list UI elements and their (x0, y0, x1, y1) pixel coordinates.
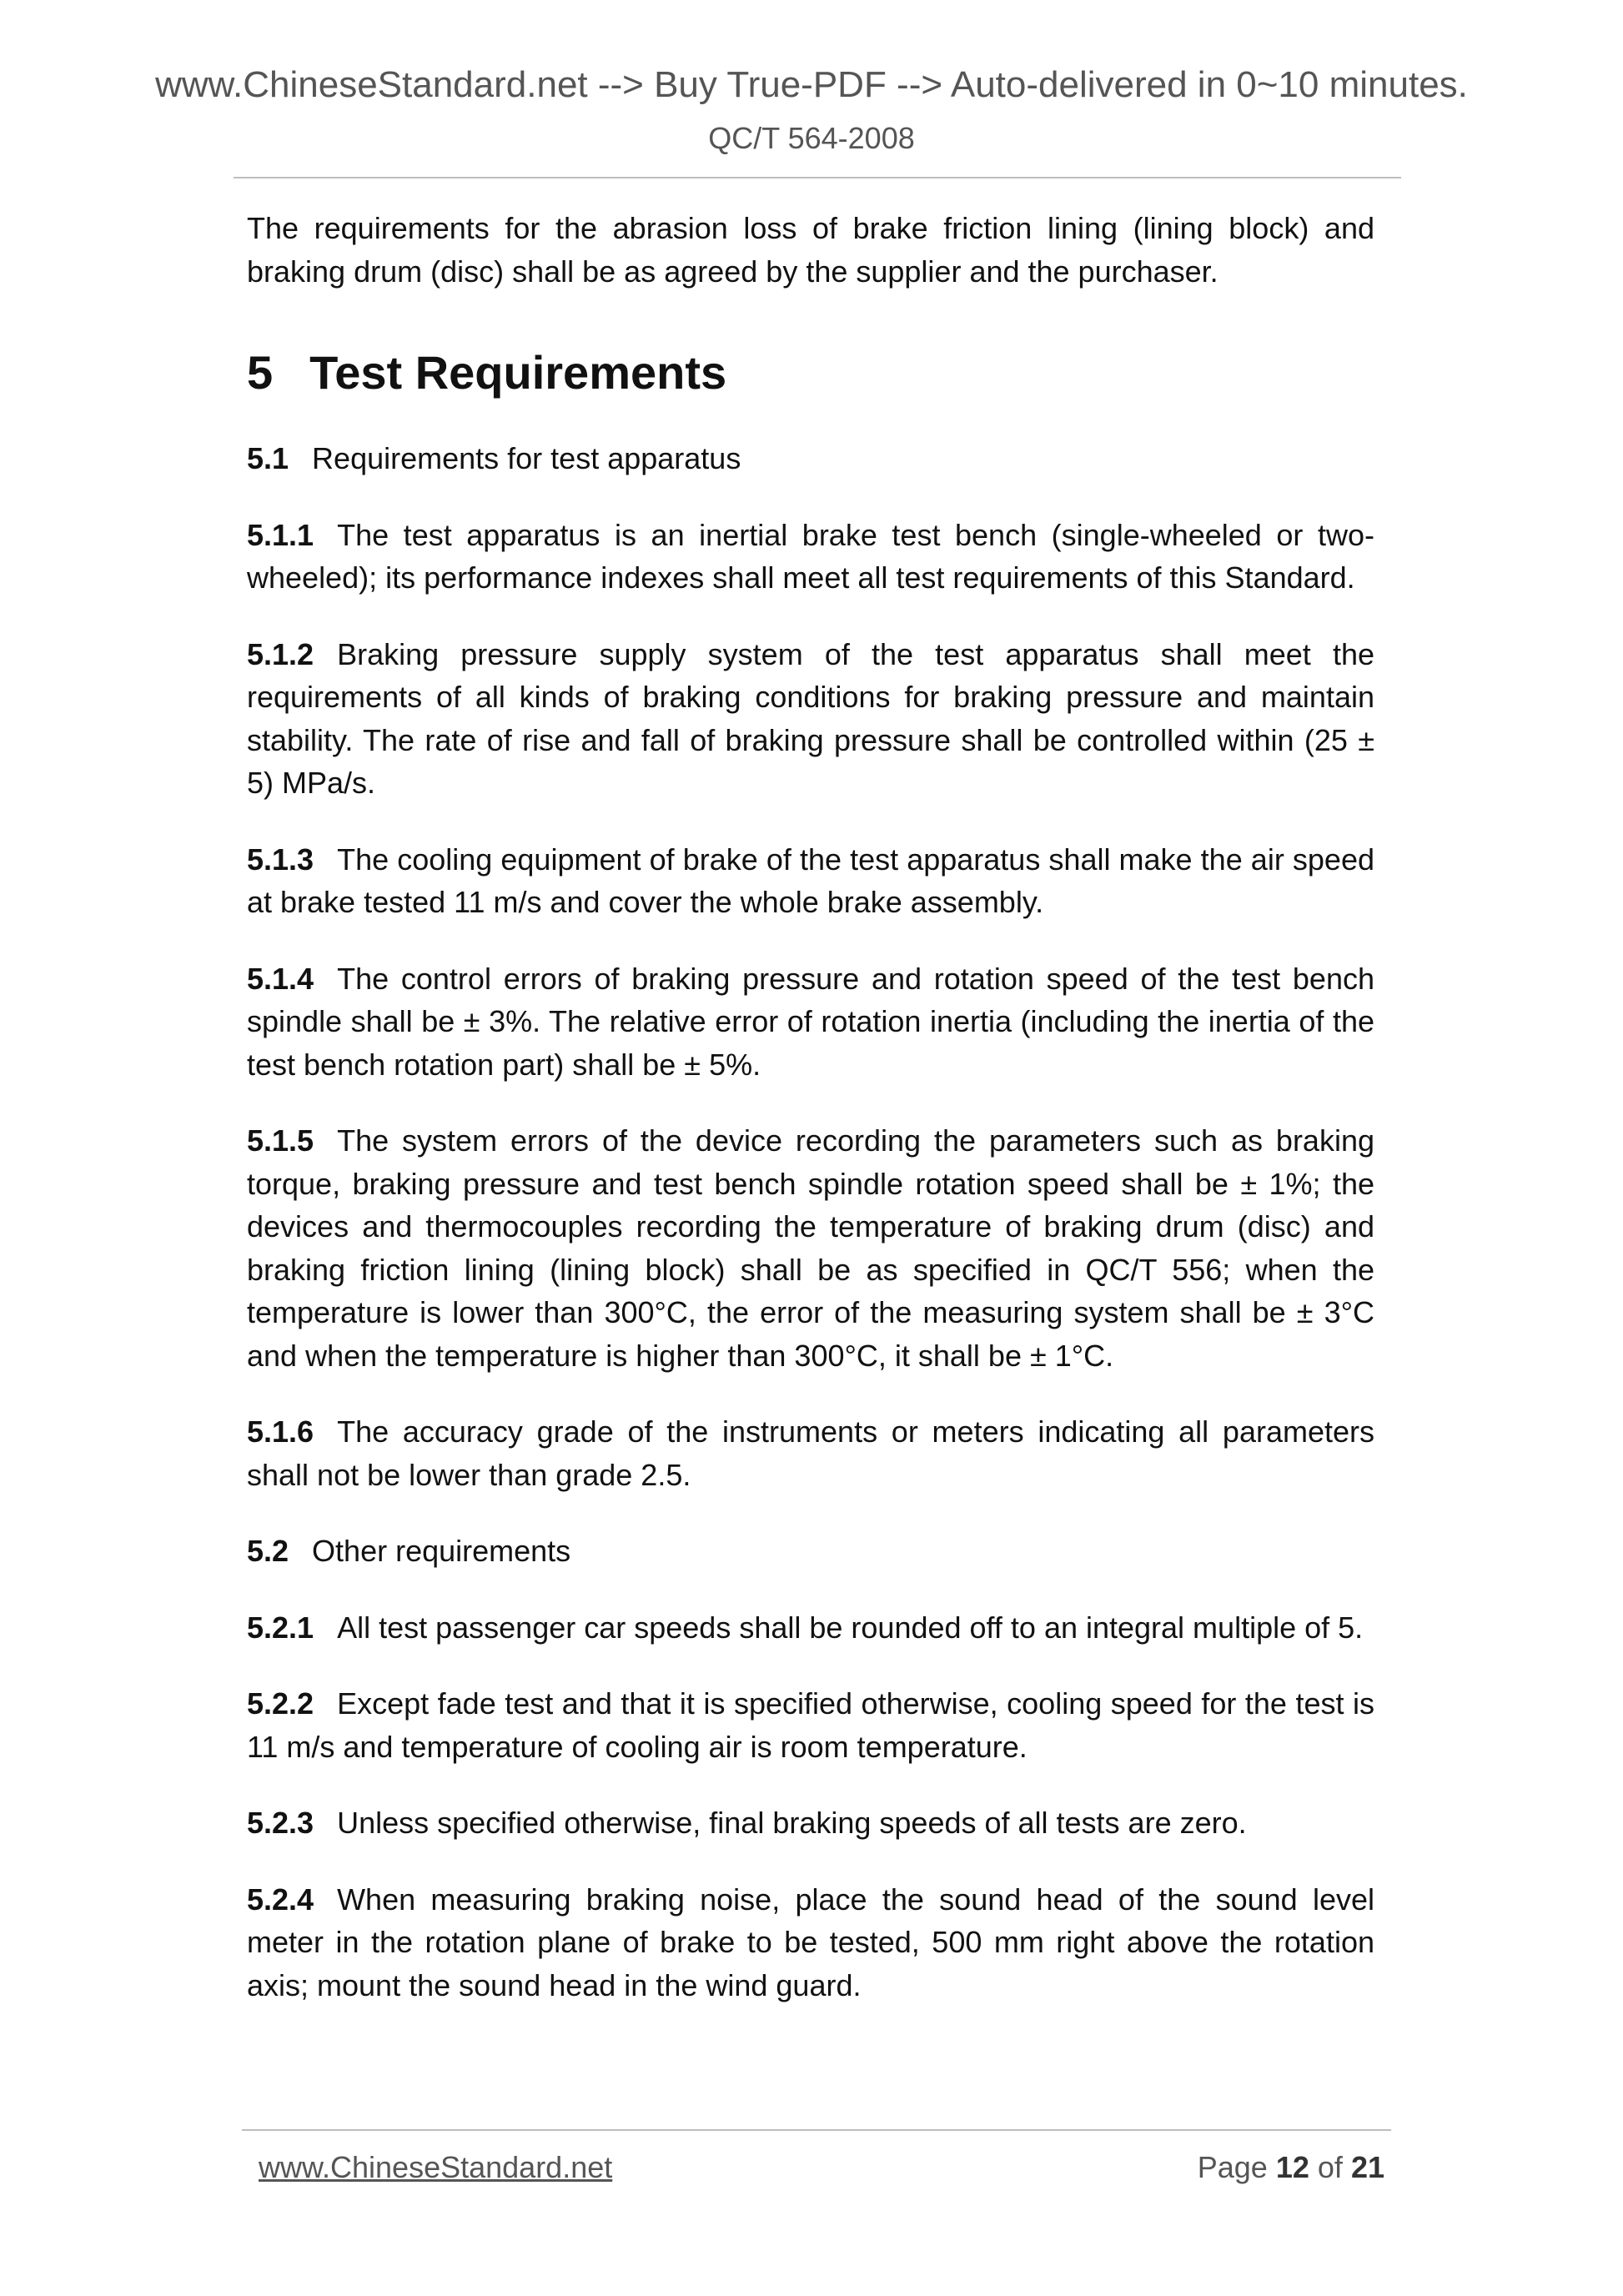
clause-text: The cooling equipment of brake of the test apparatus shall make the air speed at brake tested 11 m/s and cover the whole brake assembly. (247, 842, 1374, 920)
clause-title: Requirements for test apparatus (312, 441, 741, 476)
page-of: of (1317, 2150, 1343, 2184)
clause-5-2-3 (247, 1801, 1374, 1845)
clause-5-1-4 (247, 957, 1374, 1087)
clause-5-2-1 (247, 1606, 1374, 1650)
header-banner: www.ChineseStandard.net --> Buy True-PDF --> Auto-delivered in 0~10 minutes. (155, 64, 1468, 105)
page-current: 12 (1275, 2150, 1309, 2184)
clause-5-1-5 (247, 1119, 1374, 1377)
section-5-heading (247, 344, 1374, 400)
clause-text: The system errors of the device recording the parameters such as braking torque, braking pressure and test bench spindle rotation speed shall be ± 1%; the devices and thermocouples recording the temperature of braking drum (disc) and braking friction lining (lining block) shall be as specified in QC/T 556; when the temperature is lower than 300°C, the error of the measuring system shall be ± 3°C and when the temperature is higher than 300°C, it shall be ± 1°C. (247, 1123, 1374, 1373)
clause-5-1-3 (247, 838, 1374, 924)
clause-5-1-heading (247, 437, 1374, 480)
clause-number: 5.1 (247, 441, 289, 476)
page-label: Page (1197, 2150, 1268, 2184)
clause-number: 5.1.1 (247, 517, 314, 552)
section-number: 5 (247, 346, 274, 399)
clause-5-2-4 (247, 1878, 1374, 2007)
clause-text: The test apparatus is an inertial brake test bench (single-wheeled or two-wheeled); its performance indexes shall meet all test requirements of this Standard. (247, 517, 1374, 595)
clause-text: Except fade test and that it is specified otherwise, cooling speed for the test is 11 m/s and temperature of cooling air is room temperature. (247, 1686, 1374, 1764)
clause-number: 5.1.4 (247, 961, 314, 996)
clause-text: All test passenger car speeds shall be rounded off to an integral multiple of 5. (337, 1610, 1364, 1645)
clause-number: 5.1.6 (247, 1414, 314, 1449)
clause-text: Braking pressure supply system of the test apparatus shall meet the requirements of all kinds of braking conditions for braking pressure and maintain stability. The rate of rise and fall of braking pressure shall be controlled within (25 ± 5) MPa/s. (247, 636, 1374, 801)
clause-text: Unless specified otherwise, final braking speeds of all tests are zero. (337, 1806, 1247, 1841)
clause-text: The accuracy grade of the instruments or meters indicating all parameters shall not be lower than grade 2.5. (247, 1414, 1374, 1492)
section-title: Test Requirements (309, 346, 727, 399)
clause-text: The control errors of braking pressure and rotation speed of the test bench spindle shall be ± 3%. The relative error of rotation inertia (including the inertia of the test bench rotation part) shall be ± 5%. (247, 961, 1374, 1082)
clause-number: 5.1.2 (247, 636, 314, 671)
clause-number: 5.2 (247, 1534, 289, 1569)
standard-code: QC/T 564-2008 (708, 121, 915, 155)
footer-divider (242, 2129, 1391, 2131)
intro-paragraph: The requirements for the abrasion loss of brake friction lining (lining block) and braking drum (disc) shall be as agreed by the supplier and the purchaser. (247, 211, 1374, 289)
clause-number: 5.1.3 (247, 842, 314, 877)
header-divider (234, 177, 1401, 178)
clause-5-2-heading (247, 1530, 1374, 1573)
footer-website-link[interactable]: www.ChineseStandard.net (259, 2150, 613, 2184)
page-content (247, 207, 1374, 2040)
clause-5-2-2 (247, 1682, 1374, 1768)
clause-number: 5.2.3 (247, 1806, 314, 1841)
clause-number: 5.2.1 (247, 1610, 314, 1645)
clause-5-1-1 (247, 514, 1374, 600)
clause-number: 5.2.2 (247, 1686, 314, 1721)
clause-5-1-2 (247, 633, 1374, 805)
clause-title: Other requirements (312, 1534, 571, 1569)
clause-number: 5.1.5 (247, 1123, 314, 1158)
clause-text: When measuring braking noise, place the sound head of the sound level meter in the rotation plane of brake to be tested, 500 mm right above the rotation axis; mount the sound head in the wind guard. (247, 1882, 1374, 2002)
clause-number: 5.2.4 (247, 1882, 314, 1917)
page-total: 21 (1350, 2150, 1384, 2184)
page-number (1198, 2150, 1384, 2185)
clause-5-1-6 (247, 1410, 1374, 1496)
